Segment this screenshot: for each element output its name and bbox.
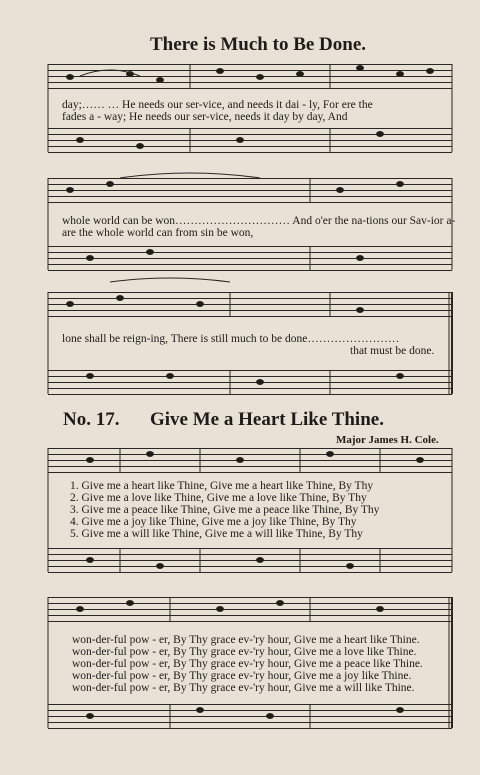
hymn-number: No. 17. [63,409,120,430]
verse-line: 2. Give me a love like Thine, Give me a love like Thine, By Thy [70,492,367,504]
hymn-title: There is Much to Be Done. [150,34,367,55]
lyric-line: lone shall be reign-ing, There is still much to be done…………………… [62,333,400,345]
hymn-title: Give Me a Heart Like Thine. [150,409,384,430]
refrain-line: won-der-ful pow - er, By Thy grace ev-'ry hour, Give me a will like Thine. [72,682,415,694]
verse-line: 4. Give me a joy like Thine, Give me a joy like Thine, By Thy [70,516,357,528]
verse-line: 3. Give me a peace like Thine, Give me a peace like Thine, By Thy [70,504,380,516]
lyric-line: are the whole world can from sin be won, [62,227,254,239]
composer-credit: Major James H. Cole. [336,434,439,446]
lyric-line: day;…… … He needs our ser-vice, and needs it dai - ly, For ere the [62,99,373,111]
refrain-line: won-der-ful pow - er, By Thy grace ev-'ry hour, Give me a love like Thine. [72,646,417,658]
verse-line: 5. Give me a will like Thine, Give me a will like Thine, By Thy [70,528,363,540]
verse-line: 1. Give me a heart like Thine, Give me a heart like Thine, By Thy [70,480,374,492]
refrain-line: won-der-ful pow - er, By Thy grace ev-'ry hour, Give me a peace like Thine. [72,658,423,670]
lyric-line: whole world can be won………………………… And o'er the na-tions our Sav-ior a- [62,215,456,227]
lyric-line: that must be done. [350,345,435,357]
refrain-line: won-der-ful pow - er, By Thy grace ev-'ry hour, Give me a heart like Thine. [72,634,420,646]
refrain-line: won-der-ful pow - er, By Thy grace ev-'ry hour, Give me a joy like Thine. [72,670,412,682]
lyric-line: fades a - way; He needs our ser-vice, needs it day by day, And [62,111,348,123]
